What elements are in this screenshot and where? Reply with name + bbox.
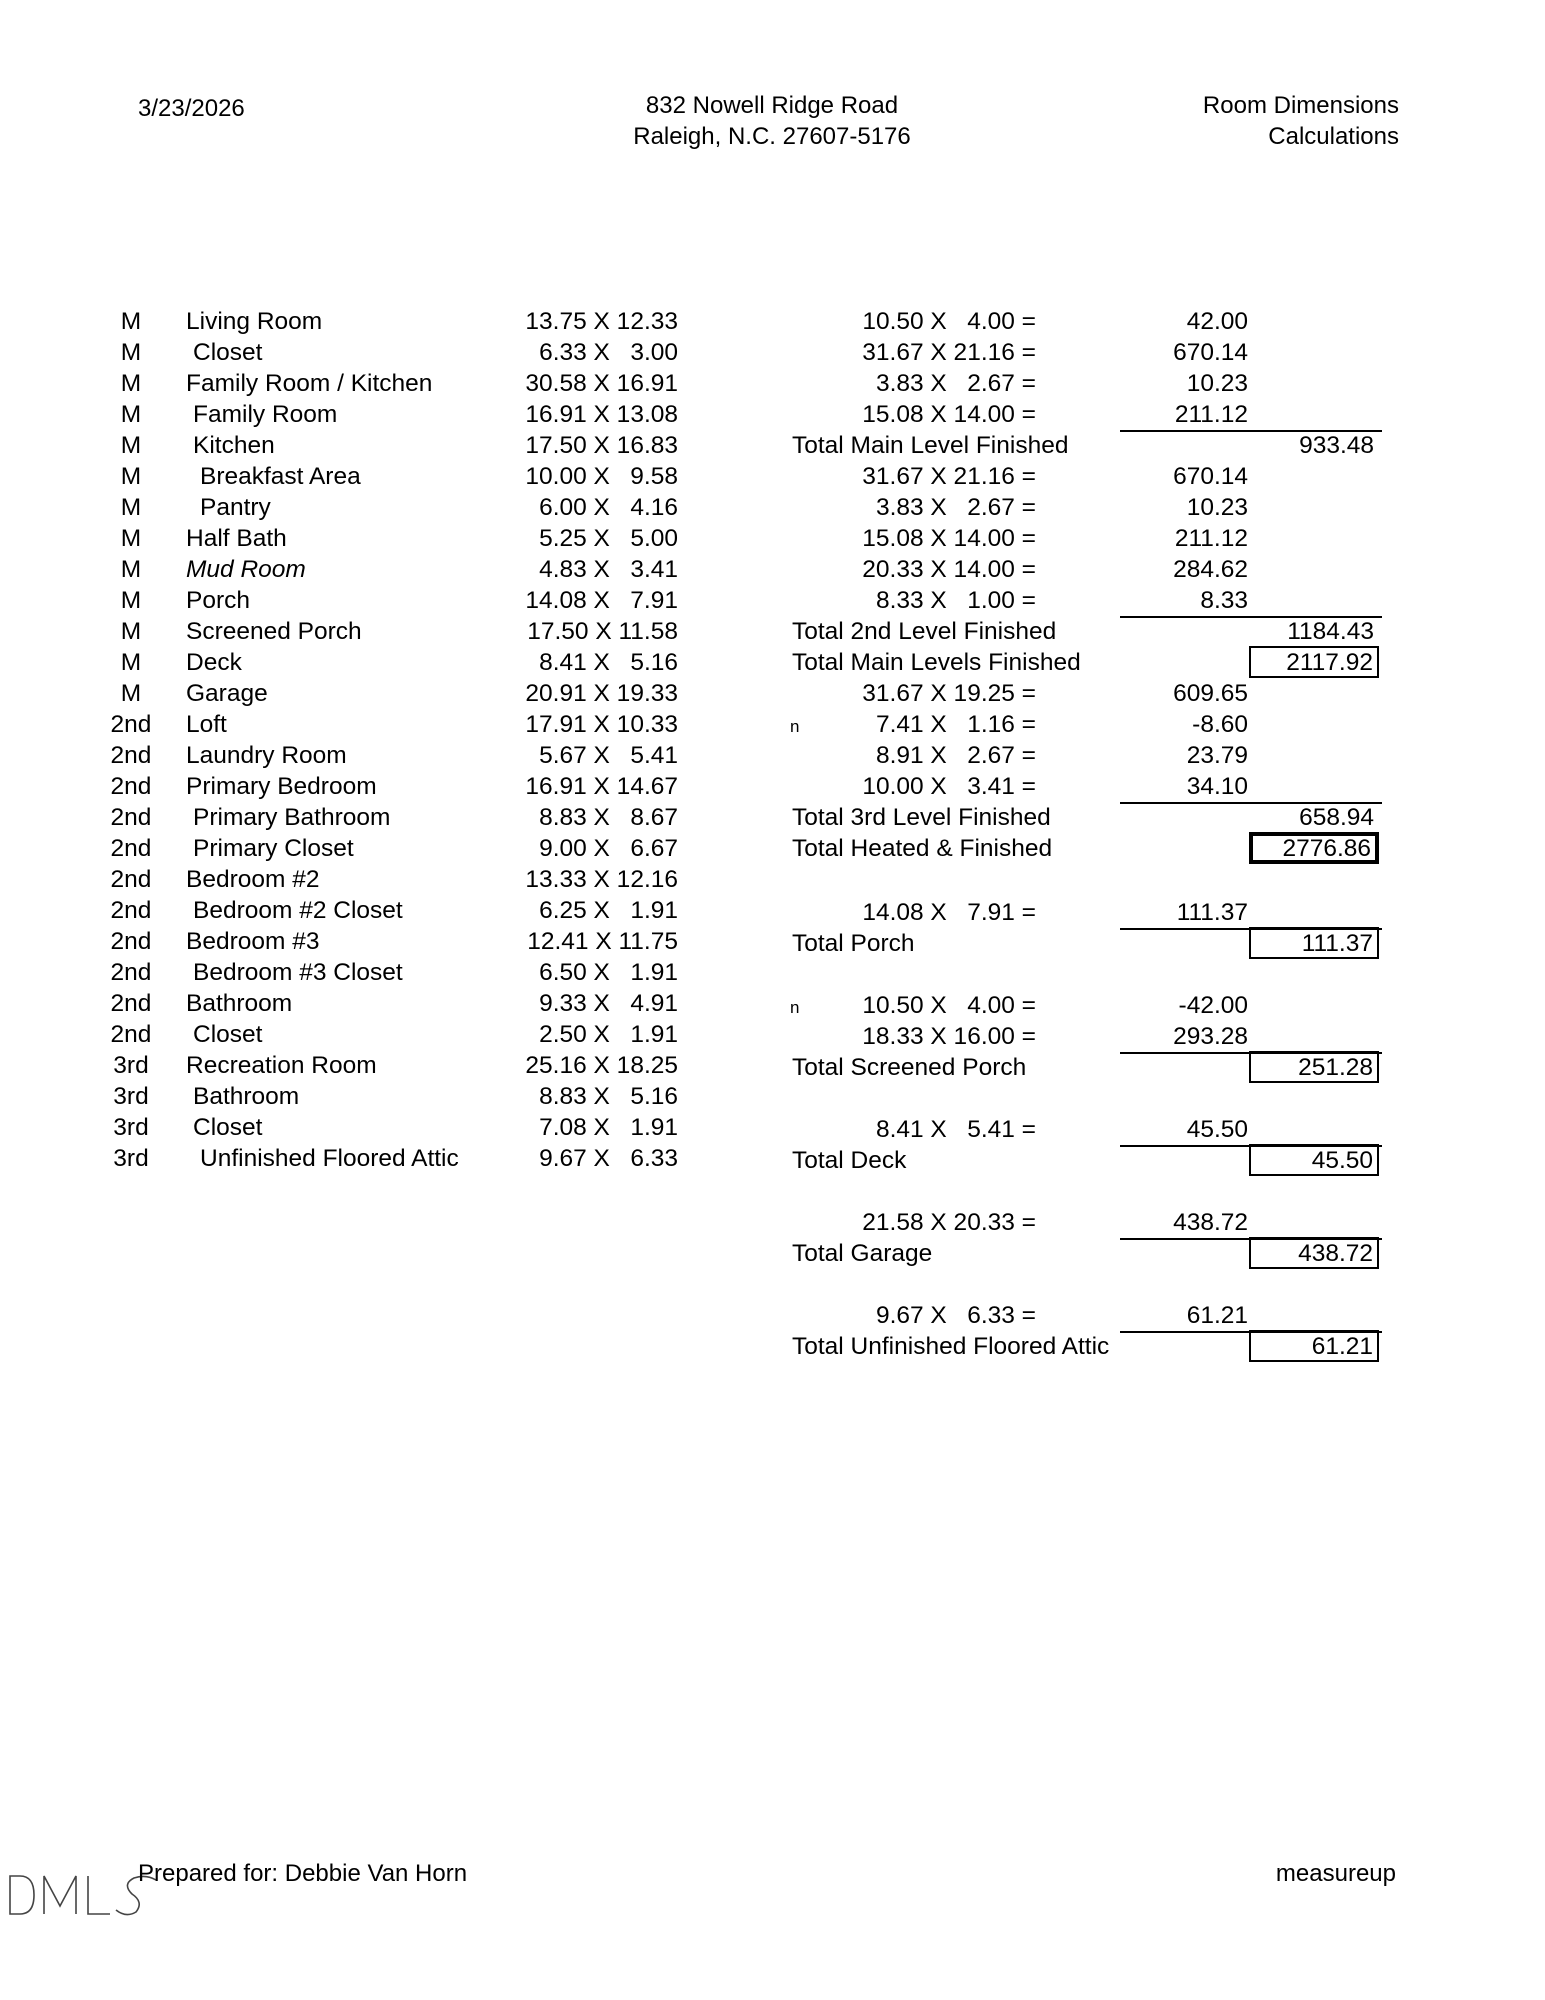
total-label: Total Heated & Finished [792, 835, 1053, 862]
room-dimensions: 20.91 X 19.33 [525, 680, 678, 707]
calc-result: 34.10 [1186, 773, 1248, 800]
room-level: 2nd [110, 742, 152, 769]
room-name: Family Room [193, 401, 338, 428]
total-label: Total Porch [792, 930, 915, 957]
calc-expression: 15.08 X 14.00 = [862, 525, 1036, 552]
calc-result: 111.37 [1176, 899, 1248, 926]
calc-expression: 3.83 X 2.67 = [875, 370, 1036, 397]
calc-result: -8.60 [1192, 711, 1248, 738]
calc-result: 609.65 [1173, 680, 1248, 707]
calc-expression: 15.08 X 14.00 = [862, 401, 1036, 428]
calc-result: 293.28 [1173, 1023, 1248, 1050]
room-level: M [120, 432, 142, 459]
property-address-line2: Raleigh, N.C. 27607-5176 [633, 123, 911, 150]
room-level: M [120, 556, 142, 583]
room-level: M [120, 339, 142, 366]
company-name: measureup [1275, 1860, 1396, 1887]
room-level: 3rd [113, 1145, 149, 1172]
room-name: Primary Closet [193, 835, 354, 862]
room-name: Pantry [200, 494, 271, 521]
property-address-line1: 832 Nowell Ridge Road [645, 92, 899, 119]
room-name: Bedroom #3 Closet [193, 959, 403, 986]
room-name: Living Room [186, 308, 323, 335]
room-level: 2nd [110, 928, 152, 955]
calc-result: 670.14 [1173, 463, 1248, 490]
room-name: Bedroom #3 [186, 928, 320, 955]
calc-result: 8.33 [1200, 587, 1248, 614]
calc-result: 10.23 [1186, 370, 1248, 397]
total-label: Total Deck [792, 1147, 907, 1174]
calc-expression: 8.41 X 5.41 = [875, 1116, 1036, 1143]
room-name: Family Room / Kitchen [186, 370, 433, 397]
room-dimensions: 6.00 X 4.16 [539, 494, 678, 521]
room-dimensions: 25.16 X 18.25 [525, 1052, 678, 1079]
calc-result: 10.23 [1186, 494, 1248, 521]
room-dimensions: 16.91 X 13.08 [525, 401, 678, 428]
room-name: Closet [193, 1114, 263, 1141]
total-value: 933.48 [1299, 432, 1374, 459]
calc-expression: 10.00 X 3.41 = [862, 773, 1036, 800]
room-name: Unfinished Floored Attic [200, 1145, 459, 1172]
room-level: M [120, 401, 142, 428]
room-level: 2nd [110, 804, 152, 831]
room-level: 2nd [110, 866, 152, 893]
room-level: M [120, 587, 142, 614]
room-dimensions: 17.50 X 11.58 [527, 618, 678, 645]
room-dimensions: 5.25 X 5.00 [539, 525, 678, 552]
room-dimensions: 16.91 X 14.67 [525, 773, 678, 800]
room-level: 2nd [110, 1021, 152, 1048]
calc-result: -42.00 [1178, 992, 1248, 1019]
calc-expression: 20.33 X 14.00 = [862, 556, 1036, 583]
room-level: 3rd [113, 1052, 149, 1079]
total-value-box: 251.28 [1249, 1051, 1379, 1083]
calc-result: 42.00 [1186, 308, 1248, 335]
room-dimensions: 10.00 X 9.58 [525, 463, 678, 490]
room-name: Garage [186, 680, 268, 707]
total-label: Total Main Level Finished [792, 432, 1069, 459]
room-level: 2nd [110, 959, 152, 986]
calc-expression: 8.33 X 1.00 = [875, 587, 1036, 614]
room-name: Primary Bedroom [186, 773, 377, 800]
room-level: 2nd [110, 773, 152, 800]
room-dimensions: 8.83 X 5.16 [539, 1083, 678, 1110]
room-level: 2nd [110, 990, 152, 1017]
total-value-box: 2776.86 [1249, 832, 1379, 864]
room-level: M [120, 463, 142, 490]
total-value: 658.94 [1299, 804, 1374, 831]
calc-expression: 18.33 X 16.00 = [862, 1023, 1036, 1050]
calc-expression: 9.67 X 6.33 = [875, 1302, 1036, 1329]
dmls-watermark-logo [6, 1870, 156, 1920]
room-level: 2nd [110, 711, 152, 738]
room-level: 3rd [113, 1114, 149, 1141]
calc-result: 670.14 [1173, 339, 1248, 366]
negative-marker: n [790, 998, 800, 1017]
room-name: Bathroom [186, 990, 293, 1017]
room-name: Closet [193, 1021, 263, 1048]
total-label: Total Unfinished Floored Attic [792, 1333, 1110, 1360]
room-level: M [120, 618, 142, 645]
room-name: Bedroom #2 [186, 866, 320, 893]
room-dimensions: 9.33 X 4.91 [539, 990, 678, 1017]
room-dimensions: 8.83 X 8.67 [539, 804, 678, 831]
calc-expression: 10.50 X 4.00 = [862, 992, 1036, 1019]
room-level: M [120, 308, 142, 335]
calc-expression: 21.58 X 20.33 = [862, 1209, 1036, 1236]
calc-result: 45.50 [1186, 1116, 1248, 1143]
room-dimensions: 13.33 X 12.16 [525, 866, 678, 893]
prepared-for: Prepared for: Debbie Van Horn [138, 1860, 468, 1887]
room-dimensions: 17.91 X 10.33 [525, 711, 678, 738]
total-label: Total Garage [792, 1240, 933, 1267]
room-dimensions: 5.67 X 5.41 [539, 742, 678, 769]
room-name: Loft [186, 711, 227, 738]
calc-result: 211.12 [1174, 401, 1248, 428]
room-level: M [120, 494, 142, 521]
total-label: Total Main Levels Finished [792, 649, 1081, 676]
room-dimensions: 6.50 X 1.91 [539, 959, 678, 986]
room-name: Kitchen [193, 432, 275, 459]
room-name: Half Bath [186, 525, 287, 552]
room-name: Bedroom #2 Closet [193, 897, 403, 924]
total-value-box: 61.21 [1249, 1330, 1379, 1362]
calc-result: 211.12 [1174, 525, 1248, 552]
room-dimensions: 13.75 X 12.33 [525, 308, 678, 335]
total-value-box: 2117.92 [1249, 646, 1379, 678]
calc-result: 61.21 [1186, 1302, 1248, 1329]
total-label: Total Screened Porch [792, 1054, 1027, 1081]
calc-expression: 3.83 X 2.67 = [875, 494, 1036, 521]
room-dimensions: 14.08 X 7.91 [525, 587, 678, 614]
room-dimensions: 4.83 X 3.41 [539, 556, 678, 583]
room-dimensions: 9.67 X 6.33 [539, 1145, 678, 1172]
room-dimensions: 8.41 X 5.16 [539, 649, 678, 676]
report-title-line2: Calculations [1268, 123, 1399, 150]
room-level: M [120, 649, 142, 676]
room-level: M [120, 370, 142, 397]
calc-expression: 10.50 X 4.00 = [862, 308, 1036, 335]
calc-expression: 8.91 X 2.67 = [875, 742, 1036, 769]
room-dimensions: 7.08 X 1.91 [539, 1114, 678, 1141]
total-value-box: 45.50 [1249, 1144, 1379, 1176]
room-dimensions: 12.41 X 11.75 [527, 928, 678, 955]
room-name: Primary Bathroom [193, 804, 391, 831]
room-level: 2nd [110, 897, 152, 924]
calc-expression: 14.08 X 7.91 = [862, 899, 1036, 926]
calc-expression: 31.67 X 21.16 = [862, 463, 1036, 490]
room-name: Deck [186, 649, 242, 676]
calc-expression: 31.67 X 21.16 = [862, 339, 1036, 366]
calc-expression: 7.41 X 1.16 = [875, 711, 1036, 738]
total-value-box: 111.37 [1249, 927, 1379, 959]
room-name: Screened Porch [186, 618, 362, 645]
room-dimensions: 17.50 X 16.83 [525, 432, 678, 459]
calc-result: 23.79 [1186, 742, 1248, 769]
room-name: Recreation Room [186, 1052, 377, 1079]
total-value: 1184.43 [1287, 618, 1374, 645]
total-label: Total 3rd Level Finished [792, 804, 1051, 831]
room-dimensions: 6.25 X 1.91 [539, 897, 678, 924]
room-level: 3rd [113, 1083, 149, 1110]
room-name: Laundry Room [186, 742, 347, 769]
room-name: Bathroom [193, 1083, 300, 1110]
calc-expression: 31.67 X 19.25 = [862, 680, 1036, 707]
room-name: Porch [186, 587, 251, 614]
room-dimensions: 6.33 X 3.00 [539, 339, 678, 366]
room-name: Breakfast Area [200, 463, 361, 490]
room-dimensions: 9.00 X 6.67 [539, 835, 678, 862]
room-level: M [120, 680, 142, 707]
report-title-line1: Room Dimensions [1202, 92, 1399, 119]
room-dimensions: 30.58 X 16.91 [525, 370, 678, 397]
total-value-box: 438.72 [1249, 1237, 1379, 1269]
calc-result: 284.62 [1173, 556, 1248, 583]
total-label: Total 2nd Level Finished [792, 618, 1057, 645]
room-name: Mud Room [186, 556, 306, 583]
room-level: 2nd [110, 835, 152, 862]
room-dimensions: 2.50 X 1.91 [539, 1021, 678, 1048]
negative-marker: n [790, 717, 800, 736]
calc-result: 438.72 [1173, 1209, 1248, 1236]
room-level: M [120, 525, 142, 552]
document-date: 3/23/2026 [138, 95, 245, 122]
room-name: Closet [193, 339, 263, 366]
